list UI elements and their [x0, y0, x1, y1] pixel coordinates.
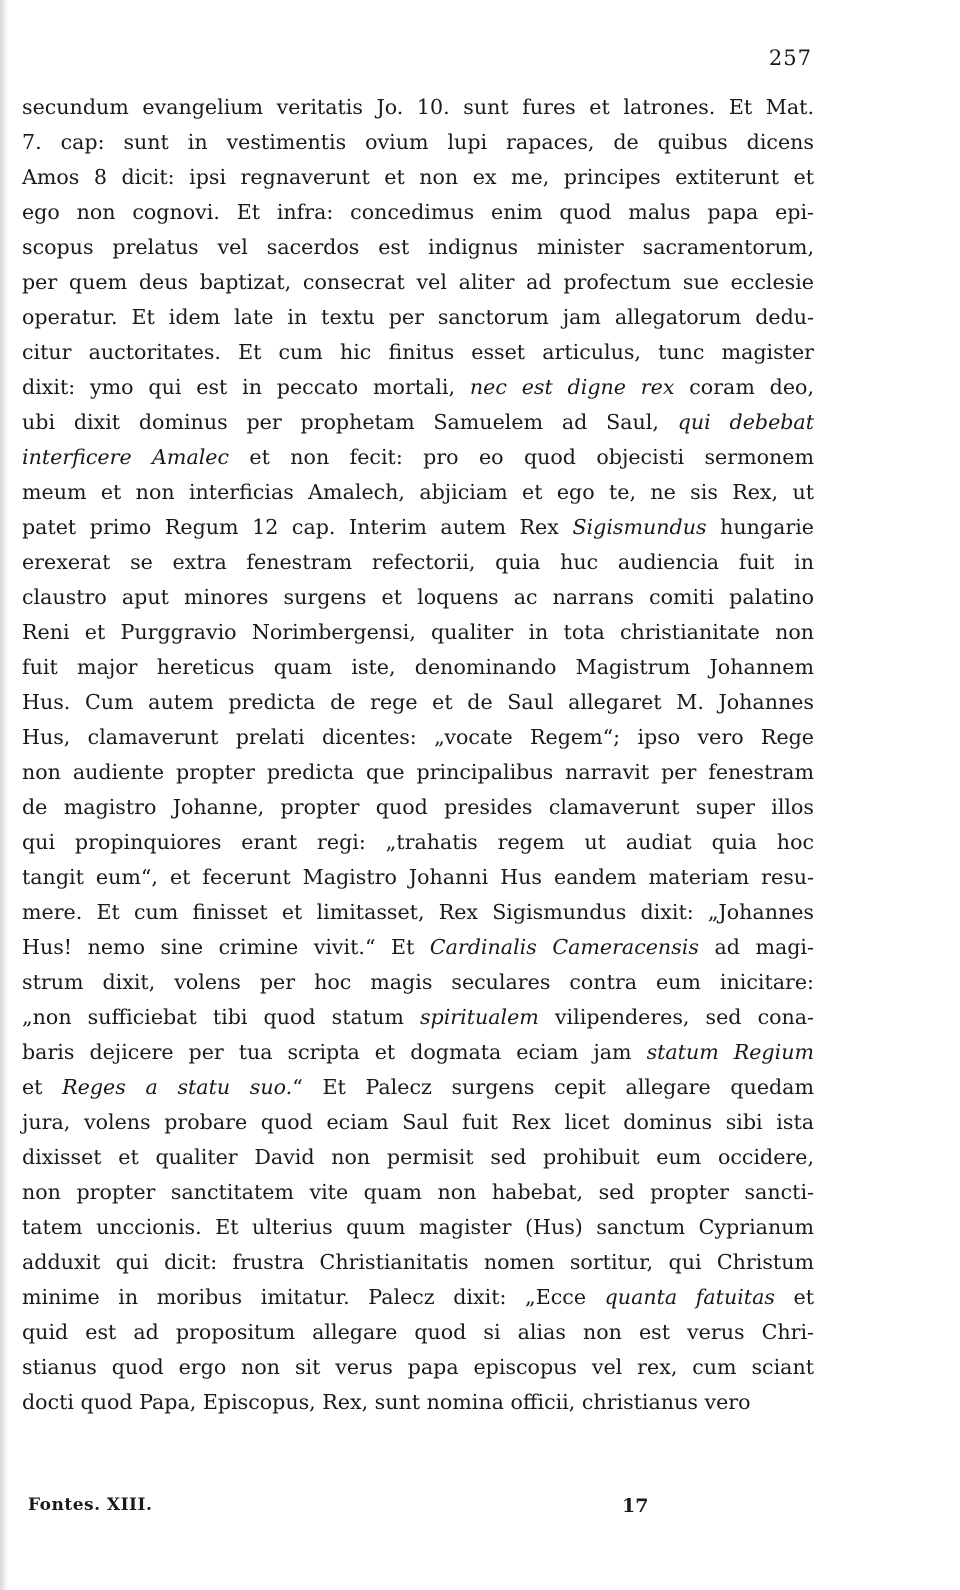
text-line: ego non cognovi. Et infra: concedimus enim quod malus papa epi-	[22, 200, 814, 224]
text-line: 7. cap: sunt in vestimentis ovium lupi rapaces, de quibus dicens	[22, 130, 814, 154]
text-segment: ubi dixit dominus per prophetam Samuelem ad Saul,	[22, 410, 678, 434]
text-line: mere. Et cum finisset et limitasset, Rex Sigismundus dixit: „Johannes	[22, 900, 814, 924]
text-line: Amos 8 dicit: ipsi regnaverunt et non ex me, principes extiterunt et	[22, 165, 814, 189]
text-segment: coram deo,	[674, 375, 814, 399]
text-line: non propter sanctitatem vite quam non habebat, sed propter sancti-	[22, 1180, 814, 1204]
italic-emphasis: nec est digne rex	[469, 375, 675, 399]
italic-emphasis: qui debebat	[677, 410, 814, 434]
italic-emphasis: Reges a statu suo.	[62, 1075, 293, 1099]
page-edge-shadow	[0, 0, 8, 1590]
italic-emphasis: Sigismundus	[572, 515, 707, 539]
text-segment: minime in moribus imitatur. Palecz dixit: „Ecce	[22, 1285, 605, 1309]
text-line: dixisset et qualiter David non permisit sed prohibuit eum occidere,	[22, 1145, 814, 1169]
text-line	[22, 1035, 814, 1070]
text-segment: dixit: ymo qui est in peccato mortali,	[22, 375, 470, 399]
sheet-number: 17	[622, 1495, 649, 1517]
text-line: stianus quod ergo non sit verus papa episcopus vel rex, cum sciant	[22, 1355, 814, 1379]
text-line: Hus. Cum autem predicta de rege et de Saul allegaret M. Johannes	[22, 690, 814, 714]
text-line: operatur. Et idem late in textu per sanctorum jam allegatorum dedu-	[22, 305, 814, 329]
text-line: quid est ad propositum allegare quod si alias non est verus Chri-	[22, 1320, 814, 1344]
text-segment: vilipenderes, sed cona-	[538, 1005, 815, 1029]
text-line: de magistro Johanne, propter quod presides clamaverunt super illos	[22, 795, 814, 819]
text-segment: baris dejicere per tua scripta et dogmata eciam jam	[22, 1040, 647, 1064]
text-line: fuit major hereticus quam iste, denominando Magistrum Johannem	[22, 655, 814, 679]
text-segment: “ Et Palecz surgens cepit allegare quedam	[292, 1075, 814, 1099]
text-line: Hus, clamaverunt prelati dicentes: „vocate Regem“; ipso vero Rege	[22, 725, 814, 749]
text-line	[22, 405, 814, 440]
printer-signature: Fontes. XIII.	[28, 1495, 153, 1515]
text-segment: hungarie	[706, 515, 814, 539]
text-segment: Hus! nemo sine crimine vivit.“ Et	[22, 935, 430, 959]
body-text	[22, 90, 814, 1420]
text-line	[22, 930, 814, 965]
text-line	[22, 1280, 814, 1315]
italic-emphasis: Cardinalis Cameracensis	[429, 935, 699, 959]
text-line	[22, 370, 814, 405]
text-line: qui propinquiores erant regi: „trahatis regem ut audiat quia hoc	[22, 830, 814, 854]
text-line: strum dixit, volens per hoc magis seculares contra eum inicitare:	[22, 970, 814, 994]
text-segment: „non sufficiebat tibi quod statum	[22, 1005, 420, 1029]
text-line: scopus prelatus vel sacerdos est indignus minister sacramentorum,	[22, 235, 814, 259]
page-footer	[22, 1495, 662, 1525]
italic-emphasis: statum Regium	[646, 1040, 814, 1064]
text-line: adduxit qui dicit: frustra Christianitatis nomen sortitur, qui Christum	[22, 1250, 814, 1274]
text-segment: et non fecit: pro eo quod objecisti sermonem	[229, 445, 814, 469]
text-line	[22, 1000, 814, 1035]
page-number: 257	[768, 46, 812, 70]
italic-emphasis: quanta fatuitas	[604, 1285, 775, 1309]
text-line: meum et non interficias Amalech, abjiciam et ego te, ne sis Rex, ut	[22, 480, 814, 504]
text-line: non audiente propter predicta que principalibus narravit per fenestram	[22, 760, 814, 784]
text-segment: ad magi-	[698, 935, 814, 959]
text-line: erexerat se extra fenestram refectorii, quia huc audiencia fuit in	[22, 550, 814, 574]
text-segment: et	[774, 1285, 815, 1309]
text-line: secundum evangelium veritatis Jo. 10. sunt fures et latrones. Et Mat.	[22, 95, 814, 119]
text-line	[22, 1070, 814, 1105]
text-line: citur auctoritates. Et cum hic finitus esset articulus, tunc magister	[22, 340, 814, 364]
text-line: tatem unccionis. Et ulterius quum magister (Hus) sanctum Cyprianum	[22, 1215, 814, 1239]
text-segment: et	[22, 1075, 63, 1099]
text-line	[22, 440, 814, 475]
text-line: Reni et Purggravio Norimbergensi, qualiter in tota christianitate non	[22, 620, 814, 644]
text-line: tangit eum“, et fecerunt Magistro Johanni Hus eandem materiam resu-	[22, 865, 814, 889]
text-line	[22, 510, 814, 545]
text-line: jura, volens probare quod eciam Saul fuit Rex licet dominus sibi ista	[22, 1110, 814, 1134]
italic-emphasis: interficere Amalec	[22, 445, 230, 469]
text-line: docti quod Papa, Episcopus, Rex, sunt nomina officii, christianus vero	[22, 1390, 751, 1414]
text-line: claustro aput minores surgens et loquens ac narrans comiti palatino	[22, 585, 814, 609]
italic-emphasis: spiritualem	[419, 1005, 539, 1029]
text-line: per quem deus baptizat, consecrat vel aliter ad profectum sue ecclesie	[22, 270, 814, 294]
text-segment: patet primo Regum 12 cap. Interim autem Rex	[22, 515, 573, 539]
